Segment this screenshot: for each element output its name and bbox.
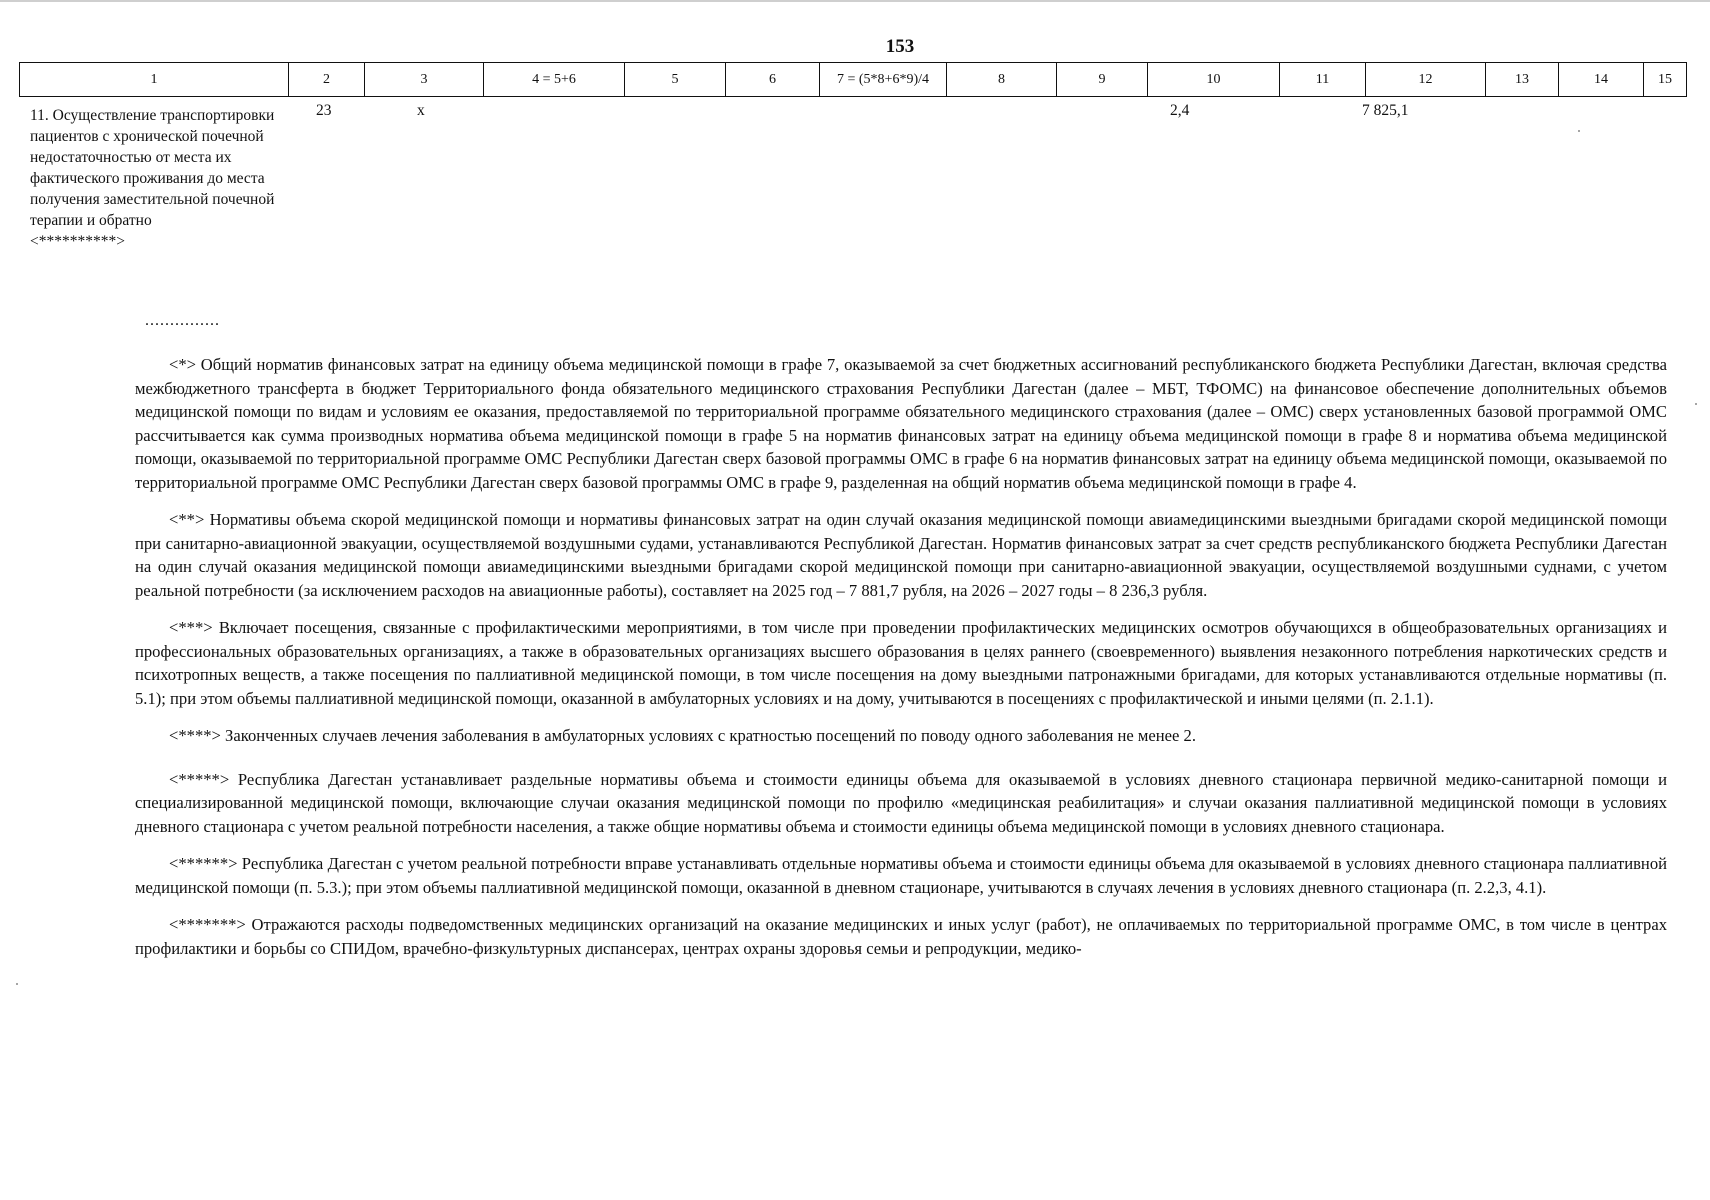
header-cell: 6 [726,63,820,97]
header-cell: 5 [625,63,726,97]
row-11-col12: 7 825,1 [1362,102,1409,119]
scan-speck [16,983,18,985]
footnote: <*> Общий норматив финансовых затрат на единицу объема медицинской помощи в графе 7, оказываемой за счет бюджетных ассигнований республиканского бюджета Республики Дагестан, включая средства межбюджетного трансферта в бюджет Территориального фонда обязательного медицинского страхования Республики Дагестан (далее – МБТ, ТФОМС) на финансовое обеспечение дополнительных объемов медицинской помощи по видам и условиям ее оказания, предоставляемой по территориальной программе обязательного медицинского страхования (далее – ОМС) сверх установленных базовой программой ОМС рассчитывается как сумма производных норматива объема медицинской помощи в графе 5 на норматив финансовых затрат на единицу объема медицинской помощи в графе 8 и норматива объема медицинской помощи, оказываемой по территориальной программе ОМС Республики Дагестан сверх базовой программы ОМС в графе 6 на норматив финансовых затрат на единицу объема медицинской помощи, оказываемой по территориальной программе ОМС Республики Дагестан сверх базовой программы ОМС в графе 9, разделенная на общий норматив объема медицинской помощи в графе 4. [135,355,1667,492]
omission-ellipsis: ............... [145,312,220,329]
footnote: <****> Законченных случаев лечения заболевания в амбулаторных условиях с кратностью посещений по поводу одного заболевания не менее 2. [169,726,1196,745]
footnote: <*******> Отражаются расходы подведомственных медицинских организаций на оказание медицинских и иных услуг (работ), не оплачиваемых по территориальной программе ОМС, в том числе в центрах профилактики и борьбы со СПИДом, врачебно-физкультурных диспансерах, центрах охраны здоровья семьи и репродукции, медико- [135,915,1667,958]
row-11-description [30,105,280,252]
footnote: <******> Республика Дагестан с учетом реальной потребности вправе устанавливать отдельные нормативы объема и стоимости единицы объема для оказываемой в условиях дневного стационара паллиативной медицинской помощи (п. 5.3.); при этом объемы паллиативной медицинской помощи, оказанной в дневном стационаре, учитываются в случаях лечения в условиях дневного стационара (п. 2.2,3, 4.1). [135,854,1667,897]
header-cell: 4 = 5+6 [484,63,625,97]
row-11-col3: х [417,102,425,119]
header-cell: 14 [1559,63,1644,97]
page-number: 153 [885,36,915,57]
header-cell: 15 [1644,63,1687,97]
header-row [20,63,1687,97]
row-11-title: 11. Осуществление транспортировки пациентов с хронической почечной недостаточностью от места их фактического проживания до места получения заместительной почечной терапии и обратно [30,107,275,229]
row-11-marker: <**********> [30,233,125,250]
header-cell: 10 [1148,63,1280,97]
header-cell: 11 [1280,63,1366,97]
header-cell: 8 [947,63,1057,97]
header-cell: 1 [20,63,289,97]
header-cell: 3 [365,63,484,97]
header-cell: 13 [1486,63,1559,97]
header-cell: 2 [289,63,365,97]
footnote: <*****> Республика Дагестан устанавливает раздельные нормативы объема и стоимости единицы объема для оказываемой в условиях дневного стационара первичной медико-санитарной помощи и специализированной медицинской помощи, включающие случаи оказания медицинской помощи по профилю «медицинская реабилитация» и случаи оказания паллиативной медицинской помощи в условиях дневного стационара с учетом реальной потребности населения, а также общие нормативы объема и стоимости единицы объема медицинской помощи в условиях дневного стационара. [135,769,1667,836]
footnote: <**> Нормативы объема скорой медицинской помощи и нормативы финансовых затрат на один случай оказания медицинской помощи авиамедицинскими выездными бригадами скорой медицинской помощи при санитарно-авиационной эвакуации, осуществляемой воздушными судами, устанавливаются Республикой Дагестан. Норматив финансовых затрат за счет средств республиканского бюджета Республики Дагестан на один случай оказания медицинской помощи авиамедицинскими выездными бригадами скорой медицинской помощи при санитарно-авиационной эвакуации, осуществляемой воздушными суднами, с учетом реальной потребности (за исключением расходов на авиационные работы), составляет на 2025 год – 7 881,7 рубля, на 2026 – 2027 годы – 8 236,3 рубля. [135,510,1667,600]
row-11-col2: 23 [316,102,332,119]
page-top-edge [0,0,1710,2]
column-number-header [19,62,1687,97]
row-11-col10: 2,4 [1170,102,1190,119]
footnote: <***> Включает посещения, связанные с профилактическими мероприятиями, в том числе при проведении профилактических медицинских осмотров обучающихся в общеобразовательных организациях и профессиональных образовательных организациях, а также в образовательных организациях высшего образования в целях раннего (своевременного) выявления незаконного потребления наркотических средств и психотропных веществ, а также посещения по паллиативной медицинской помощи, в том числе посещения на дому выездными патронажными бригадами, для которых устанавливаются отдельные нормативы (п. 5.1); при этом объемы паллиативной медицинской помощи, оказанной в амбулаторных условиях и на дому, учитываются в посещениях с профилактической и иными целями (п. 2.1.1). [135,618,1667,708]
header-cell: 12 [1366,63,1486,97]
footnotes [135,353,1667,974]
scan-speck [1695,403,1697,405]
header-cell: 9 [1057,63,1148,97]
header-cell: 7 = (5*8+6*9)/4 [820,63,947,97]
scan-speck [1578,130,1580,132]
